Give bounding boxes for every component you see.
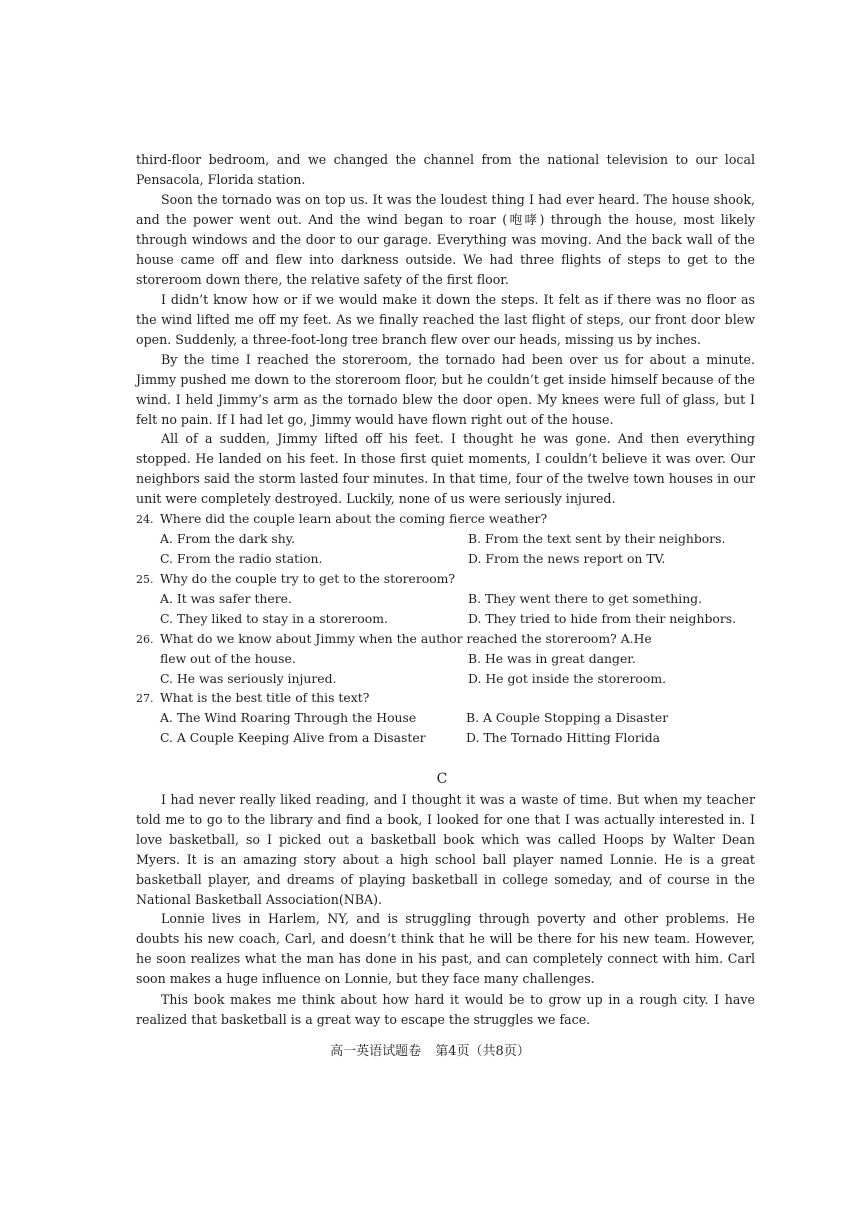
question-number: 25.: [136, 573, 154, 586]
question-stem: [136, 509, 755, 530]
section-heading: C: [436, 771, 448, 787]
question-number: 24.: [136, 513, 154, 526]
page-footer: 高一英语试题卷 第4页（共8页）: [330, 1044, 530, 1059]
question-stem: [136, 629, 755, 650]
question-text: Why do the couple try to get to the storeroom?: [160, 571, 456, 586]
option-d: D. From the news report on TV.: [468, 551, 666, 566]
question-number: 26.: [136, 633, 154, 646]
passage-paragraph: third-floor bedroom, and we changed the channel from the national television to our local Pensacola, Florida station.: [136, 152, 755, 187]
passage-paragraph: By the time I reached the storeroom, the tornado had been over us for about a minute. Jimmy pushed me down to the storeroom floor, but he couldn’t get inside himself because of the wind. I held Jimmy’s arm as the tornado blew the door open. My knees were full of glass, but I felt no pain. If I had let go, Jimmy would have flown right out of the house.: [136, 352, 755, 427]
option-d: D. They tried to hide from their neighbors.: [468, 611, 737, 626]
option-b: B. He was in great danger.: [468, 651, 636, 666]
passage-paragraph: I didn’t know how or if we would make it down the steps. It felt as if there was no floor as the wind lifted me off my feet. As we finally reached the last flight of steps, our front door blew open. Suddenly, a three-foot-long tree branch flew over our heads, missing us by inches.: [136, 292, 755, 347]
question-stem: [136, 688, 755, 709]
option-b: B. A Couple Stopping a Disaster: [466, 710, 669, 725]
passage-paragraph: This book makes me think about how hard it would be to grow up in a rough city. I have realized that basketball is a great way to escape the struggles we face.: [136, 992, 755, 1027]
option-a: flew out of the house.: [160, 651, 296, 666]
question-stem: [136, 569, 755, 590]
option-b: B. From the text sent by their neighbors.: [468, 531, 726, 546]
passage-paragraph: All of a sudden, Jimmy lifted off his feet. I thought he was gone. And then everything stopped. He landed on his feet. In those first quiet moments, I couldn’t believe it was over. Our neighbors said the storm lasted four minutes. In that time, four of the twelve town houses in our unit were completely destroyed. Luckily, none of us were seriously injured.: [136, 431, 755, 506]
option-c: C. They liked to stay in a storeroom.: [160, 611, 388, 626]
question-text: What do we know about Jimmy when the author reached the storeroom? A.He: [160, 631, 652, 646]
option-d: D. He got inside the storeroom.: [468, 671, 667, 686]
question-text: What is the best title of this text?: [160, 690, 370, 705]
option-c: C. A Couple Keeping Alive from a Disaster: [160, 730, 426, 745]
option-c: C. From the radio station.: [160, 551, 323, 566]
question-number: 27.: [136, 692, 154, 705]
question-text: Where did the couple learn about the coming fierce weather?: [160, 511, 548, 526]
passage-paragraph: Soon the tornado was on top us. It was the loudest thing I had ever heard. The house shook, and the power went out. And the wind began to roar (咆哮) through the house, most likely through windows and the door to our garage. Everything was moving. And the back wall of the house came off and flew into darkness outside. We had three flights of steps to get to the storeroom down there, the relative safety of the first floor.: [136, 192, 755, 287]
option-d: D. The Tornado Hitting Florida: [466, 730, 661, 745]
option-b: B. They went there to get something.: [468, 591, 703, 606]
passage-paragraph: Lonnie lives in Harlem, NY, and is struggling through poverty and other problems. He doubts his new coach, Carl, and doesn’t think that he will be there for his new team. However, he soon realizes what the man has done in his past, and can completely connect with him. Carl soon makes a huge influence on Lonnie, but they face many challenges.: [136, 911, 755, 986]
option-a: A. From the dark shy.: [160, 531, 296, 546]
option-a: A. The Wind Roaring Through the House: [160, 710, 417, 725]
option-c: C. He was seriously injured.: [160, 671, 337, 686]
option-a: A. It was safer there.: [160, 591, 292, 606]
passage-paragraph: I had never really liked reading, and I thought it was a waste of time. But when my teacher told me to go to the library and find a book, I looked for one that I was actually interested in. I love basketball, so I picked out a basketball book which was called Hoops by Walter Dean Myers. It is an amazing story about a high school ball player named Lonnie. He is a great basketball player, and dreams of playing basketball in college someday, and of course in the National Basketball Association(NBA).: [136, 792, 755, 907]
